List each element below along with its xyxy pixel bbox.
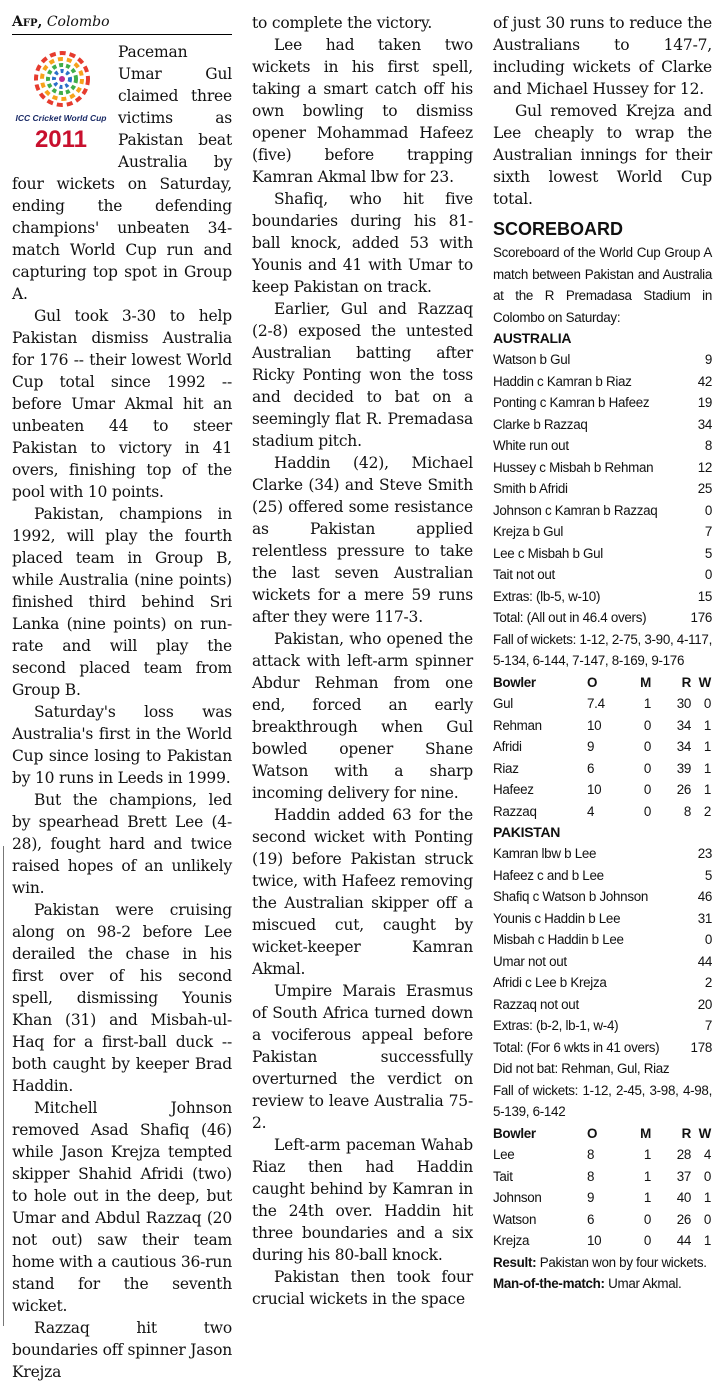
batting-row bbox=[493, 543, 712, 565]
article-column-1 bbox=[12, 12, 232, 1383]
runs: 34 bbox=[697, 416, 712, 432]
bowling-row bbox=[493, 715, 712, 737]
runs-col: R bbox=[681, 674, 691, 690]
overs: 10 bbox=[587, 1233, 602, 1248]
bowling-header bbox=[493, 672, 712, 694]
australia-bowling bbox=[493, 672, 712, 823]
paragraph: Mitchell Johnson removed Asad Shafiq (46) while Jason Krejza tempted skipper Shahid Afridi (two) to hole out in the deep, but Umar and Abdul Razzaq (20 not out) saw their team home with a cautious 36-run stand for the seventh wicket. bbox=[12, 1099, 232, 1315]
article-column-2 bbox=[252, 12, 473, 1310]
runs: 0 bbox=[704, 567, 712, 582]
bowler: Razzaq bbox=[493, 803, 537, 819]
bowling-row bbox=[493, 1144, 712, 1166]
maidens: 0 bbox=[643, 803, 651, 819]
batsman: Misbah c Haddin b Lee bbox=[493, 932, 624, 947]
batsman: Watson b Gul bbox=[493, 352, 571, 367]
wickets: 1 bbox=[703, 739, 711, 754]
batting-row bbox=[493, 951, 712, 973]
paragraph: Haddin (42), Michael Clarke (34) and Steve Smith (25) offered some resistance as Pakistan applied relentless pressure to take the last seven Australian wickets for a mere 59 runs after they were 117-3. bbox=[252, 454, 473, 626]
runs: 0 bbox=[704, 932, 712, 947]
paragraph: of just 30 runs to reduce the Australians to 147-7, including wickets of Clarke and Michael Hussey for 12. bbox=[493, 14, 712, 98]
batsman: Kamran lbw b Lee bbox=[493, 846, 597, 861]
scoreboard bbox=[493, 242, 712, 1295]
overs: 9 bbox=[587, 739, 595, 754]
paragraph: Umpire Marais Erasmus of South Africa turned down a vociferous appeal before Pakistan successfully overturned the verdict on review to leave Australia 75-2. bbox=[252, 982, 473, 1132]
paragraph: Saturday's loss was Australia's first in the World Cup since losing to Pakistan by 10 runs in Leeds in 1999. bbox=[12, 703, 232, 787]
bowling-row bbox=[493, 758, 712, 780]
runs: 46 bbox=[697, 889, 712, 904]
team-heading-pakistan: PAKISTAN bbox=[493, 824, 561, 840]
runs: 9 bbox=[704, 352, 712, 367]
runs: 44 bbox=[676, 1233, 691, 1248]
batsman: Total: (All out in 46.4 overs) bbox=[493, 610, 647, 625]
batsman: Clarke b Razzaq bbox=[493, 416, 588, 432]
wickets: 4 bbox=[703, 1147, 711, 1162]
result bbox=[493, 1252, 712, 1274]
batsman: Umar not out bbox=[493, 953, 567, 969]
wickets: 0 bbox=[703, 1168, 711, 1184]
batting-row bbox=[493, 371, 712, 393]
column-rule bbox=[3, 846, 4, 1326]
batting-row bbox=[493, 607, 712, 629]
runs: 7 bbox=[704, 524, 712, 539]
runs: 34 bbox=[676, 717, 691, 733]
batting-row bbox=[493, 500, 712, 522]
bowling-row bbox=[493, 1166, 712, 1188]
maidens: 1 bbox=[643, 1147, 651, 1162]
wickets: 1 bbox=[703, 717, 711, 733]
batsman: Hafeez c and b Lee bbox=[493, 867, 604, 883]
maidens: 0 bbox=[643, 717, 651, 733]
runs: 176 bbox=[690, 610, 712, 625]
maidens: 0 bbox=[643, 760, 651, 776]
bowling-header bbox=[493, 1123, 712, 1145]
batsman: Tait not out bbox=[493, 567, 555, 582]
fall-of-wickets: Fall of wickets: 1-12, 2-75, 3-90, 4-117, 5-134, 6-144, 7-147, 8-169, 9-176 bbox=[493, 631, 712, 668]
batsman: Younis c Haddin b Lee bbox=[493, 910, 621, 926]
batsman: Hussey c Misbah b Rehman bbox=[493, 459, 654, 475]
batsman: Extras: (b-2, lb-1, w-4) bbox=[493, 1018, 619, 1033]
overs: 4 bbox=[587, 803, 595, 819]
maidens: 0 bbox=[643, 1211, 651, 1227]
runs: 2 bbox=[704, 975, 712, 990]
batsman: White run out bbox=[493, 438, 569, 453]
bowler-col: Bowler bbox=[493, 674, 536, 690]
bowling-row bbox=[493, 779, 712, 801]
batsman: Lee c Misbah b Gul bbox=[493, 545, 603, 561]
australia-batting bbox=[493, 349, 712, 629]
batsman: Smith b Afridi bbox=[493, 481, 568, 496]
paragraph: to complete the victory. bbox=[252, 14, 433, 32]
paragraph: Pakistan, champions in 1992, will play the fourth placed team in Group B, while Australia (nine points) finished third behind Sri Lanka (nine points) on run-rate and will play the second placed team from Group B. bbox=[12, 505, 232, 699]
paragraph: Gul removed Krejza and Lee cheaply to wrap the Australian innings for their sixth lowest World Cup total. bbox=[493, 102, 712, 208]
bowler: Krejza bbox=[493, 1233, 530, 1248]
bowler-col: Bowler bbox=[493, 1125, 536, 1141]
wickets: 1 bbox=[703, 1190, 711, 1205]
scoreboard-title: SCOREBOARD bbox=[493, 219, 624, 239]
runs: 40 bbox=[676, 1190, 691, 1205]
overs: 8 bbox=[587, 1147, 595, 1162]
paragraph: Shafiq, who hit five boundaries during his 81-ball knock, added 53 with Younis and 41 with Umar to keep Pakistan on track. bbox=[252, 190, 473, 296]
byline bbox=[12, 12, 232, 35]
runs: 8 bbox=[704, 438, 712, 453]
batting-row bbox=[493, 586, 712, 608]
runs: 20 bbox=[697, 996, 712, 1012]
runs: 26 bbox=[676, 782, 691, 797]
bowler: Hafeez bbox=[493, 782, 534, 797]
batsman: Shafiq c Watson b Johnson bbox=[493, 889, 649, 904]
maidens-col: M bbox=[640, 674, 651, 690]
wickets: 2 bbox=[703, 803, 711, 819]
bowling-row bbox=[493, 1209, 712, 1231]
batting-row bbox=[493, 843, 712, 865]
batting-row bbox=[493, 1015, 712, 1037]
runs: 23 bbox=[697, 846, 712, 861]
overs: 8 bbox=[587, 1168, 595, 1184]
bowler: Gul bbox=[493, 696, 513, 711]
paragraph: Pakistan, who opened the attack with left-arm spinner Abdur Rehman from one end, forced an early breakthrough when Gul bowled opener Shane Watson with a sharp incoming delivery for nine. bbox=[252, 630, 473, 802]
fall-of-wickets: Fall of wickets: 1-12, 2-45, 3-98, 4-98, 5-139, 6-142 bbox=[493, 1082, 712, 1119]
runs: 25 bbox=[697, 481, 712, 496]
man-of-the-match bbox=[493, 1273, 712, 1295]
batsman: Total: (For 6 wkts in 41 overs) bbox=[493, 1039, 660, 1055]
batting-row bbox=[493, 457, 712, 479]
batting-row bbox=[493, 972, 712, 994]
wickets: 1 bbox=[703, 782, 711, 797]
batsman: Johnson c Kamran b Razzaq bbox=[493, 502, 658, 518]
bowling-row bbox=[493, 1187, 712, 1209]
paragraph: Haddin added 63 for the second wicket with Ponting (19) before Pakistan struck twice, with Hafeez removing the Australian skipper off a miscued cut, caught by wicket-keeper Kamran Akmal. bbox=[252, 806, 473, 978]
runs: 15 bbox=[697, 588, 712, 604]
batsman: Afridi c Lee b Krejza bbox=[493, 975, 607, 990]
did-not-bat: Did not bat: Rehman, Gul, Riaz bbox=[493, 1061, 670, 1076]
runs: 19 bbox=[697, 395, 712, 410]
byline-agency: Afp, bbox=[12, 14, 43, 30]
batsman: Haddin c Kamran b Riaz bbox=[493, 373, 632, 389]
paragraph: Left-arm paceman Wahab Riaz then had Haddin caught behind by Kamran in the 24th over. Haddin hit three boundaries and a six during his 80-ball knock. bbox=[252, 1136, 473, 1264]
maidens: 0 bbox=[643, 739, 651, 754]
overs-col: O bbox=[587, 1125, 598, 1141]
runs: 42 bbox=[697, 373, 712, 389]
logo-swirl-icon bbox=[36, 53, 88, 105]
overs: 10 bbox=[587, 782, 602, 797]
runs: 44 bbox=[697, 953, 712, 969]
runs: 7 bbox=[704, 1018, 712, 1033]
batting-row bbox=[493, 521, 712, 543]
runs: 30 bbox=[676, 696, 691, 711]
overs: 6 bbox=[587, 1211, 595, 1227]
runs: 8 bbox=[683, 803, 691, 819]
runs-col: R bbox=[681, 1125, 691, 1141]
wickets: 1 bbox=[703, 1233, 711, 1248]
maidens: 1 bbox=[643, 1190, 651, 1205]
bowler: Johnson bbox=[493, 1190, 542, 1205]
article-column-3 bbox=[493, 12, 712, 1295]
batting-row bbox=[493, 929, 712, 951]
maidens: 1 bbox=[643, 1168, 651, 1184]
wickets-col: W bbox=[698, 674, 711, 690]
batting-row bbox=[493, 392, 712, 414]
runs: 12 bbox=[697, 459, 712, 475]
bowler: Lee bbox=[493, 1147, 515, 1162]
batting-row bbox=[493, 414, 712, 436]
overs-col: O bbox=[587, 674, 598, 690]
batsman: Razzaq not out bbox=[493, 996, 579, 1012]
runs: 0 bbox=[704, 502, 712, 518]
overs: 10 bbox=[587, 717, 602, 733]
bowler: Tait bbox=[493, 1168, 513, 1184]
bowling-row bbox=[493, 736, 712, 758]
paragraph: Gul took 3-30 to help Pakistan dismiss Australia for 176 -- their lowest World Cup total since 1992 -- before Umar Akmal hit an unbeaten 44 to steer Pakistan to victory in 41 overs, finishing top of the pool with 10 points. bbox=[12, 307, 232, 501]
result-label: Result: bbox=[493, 1254, 537, 1270]
batting-row bbox=[493, 478, 712, 500]
paragraph: Paceman Umar Gul claimed three victims as Pakistan beat Australia by four wickets on Saturday, ending the defending champions' unbeaten 34-match World Cup run and capturing top spot in Group A. bbox=[12, 43, 232, 303]
batting-row bbox=[493, 886, 712, 908]
maidens: 1 bbox=[643, 696, 651, 711]
bowling-row bbox=[493, 801, 712, 823]
bowling-row bbox=[493, 1230, 712, 1252]
paragraph: Lee had taken two wickets in his first spell, taking a smart catch off his own bowling to dismiss opener Mohammad Hafeez (five) before trapping Kamran Akmal lbw for 23. bbox=[252, 36, 473, 186]
bowler: Riaz bbox=[493, 760, 519, 776]
logo-text: ICC Cricket World Cup bbox=[15, 113, 107, 123]
runs: 31 bbox=[697, 910, 712, 926]
overs: 9 bbox=[587, 1190, 595, 1205]
batsman: Extras: (lb-5, w-10) bbox=[493, 588, 601, 604]
batting-row bbox=[493, 908, 712, 930]
pakistan-bowling bbox=[493, 1123, 712, 1252]
maidens-col: M bbox=[640, 1125, 651, 1141]
bowling-row bbox=[493, 693, 712, 715]
pakistan-batting bbox=[493, 843, 712, 1058]
batting-row bbox=[493, 865, 712, 887]
runs: 34 bbox=[676, 739, 691, 754]
maidens: 0 bbox=[643, 1233, 651, 1248]
paragraph: Pakistan then took four crucial wickets in the space bbox=[252, 1268, 473, 1308]
bowler: Rehman bbox=[493, 717, 542, 733]
runs: 178 bbox=[690, 1039, 712, 1055]
batting-row bbox=[493, 349, 712, 371]
paragraph: But the champions, led by spearhead Brett Lee (4-28), fought hard and twice raised hopes of an unlikely win. bbox=[12, 791, 232, 897]
batting-row bbox=[493, 1037, 712, 1059]
wickets-col: W bbox=[698, 1125, 711, 1141]
runs: 5 bbox=[704, 867, 712, 883]
wickets: 1 bbox=[703, 760, 711, 776]
paragraph: Pakistan were cruising along on 98-2 before Lee derailed the chase in his first over of his second spell, dismissing Younis Khan (31) and Misbah-ul-Haq for a first-ball duck -- both caught by keeper Brad Haddin. bbox=[12, 901, 232, 1095]
result-text: Pakistan won by four wickets. bbox=[539, 1254, 707, 1270]
runs: 28 bbox=[676, 1147, 691, 1162]
wickets: 0 bbox=[703, 1211, 711, 1227]
paragraph: Earlier, Gul and Razzaq (2-8) exposed the untested Australian batting after Ricky Ponting won the toss and decided to bat on a seemingly flat R. Premadasa stadium pitch. bbox=[252, 300, 473, 450]
team-heading-australia: AUSTRALIA bbox=[493, 330, 572, 346]
runs: 39 bbox=[676, 760, 691, 776]
wickets: 0 bbox=[703, 696, 711, 711]
batting-row bbox=[493, 435, 712, 457]
batting-row bbox=[493, 994, 712, 1016]
logo-year: 2011 bbox=[34, 126, 88, 153]
motm-text: Umar Akmal. bbox=[608, 1276, 682, 1291]
overs: 6 bbox=[587, 760, 595, 776]
scoreboard-intro: Scoreboard of the World Cup Group A match between Pakistan and Australia at the R Premadasa Stadium in Colombo on Saturday: bbox=[493, 245, 712, 325]
maidens: 0 bbox=[643, 782, 651, 797]
batting-row bbox=[493, 564, 712, 586]
runs: 5 bbox=[704, 545, 712, 561]
bowler: Afridi bbox=[493, 739, 522, 754]
world-cup-logo bbox=[12, 43, 110, 151]
runs: 26 bbox=[676, 1211, 691, 1227]
batsman: Ponting c Kamran b Hafeez bbox=[493, 395, 650, 410]
paragraph: Razzaq hit two boundaries off spinner Jason Krejza bbox=[12, 1319, 232, 1381]
motm-label: Man-of-the-match: bbox=[493, 1276, 605, 1291]
bowler: Watson bbox=[493, 1211, 537, 1227]
overs: 7.4 bbox=[587, 696, 605, 711]
byline-city: Colombo bbox=[46, 14, 110, 30]
batsman: Krejza b Gul bbox=[493, 524, 564, 539]
runs: 37 bbox=[676, 1168, 691, 1184]
